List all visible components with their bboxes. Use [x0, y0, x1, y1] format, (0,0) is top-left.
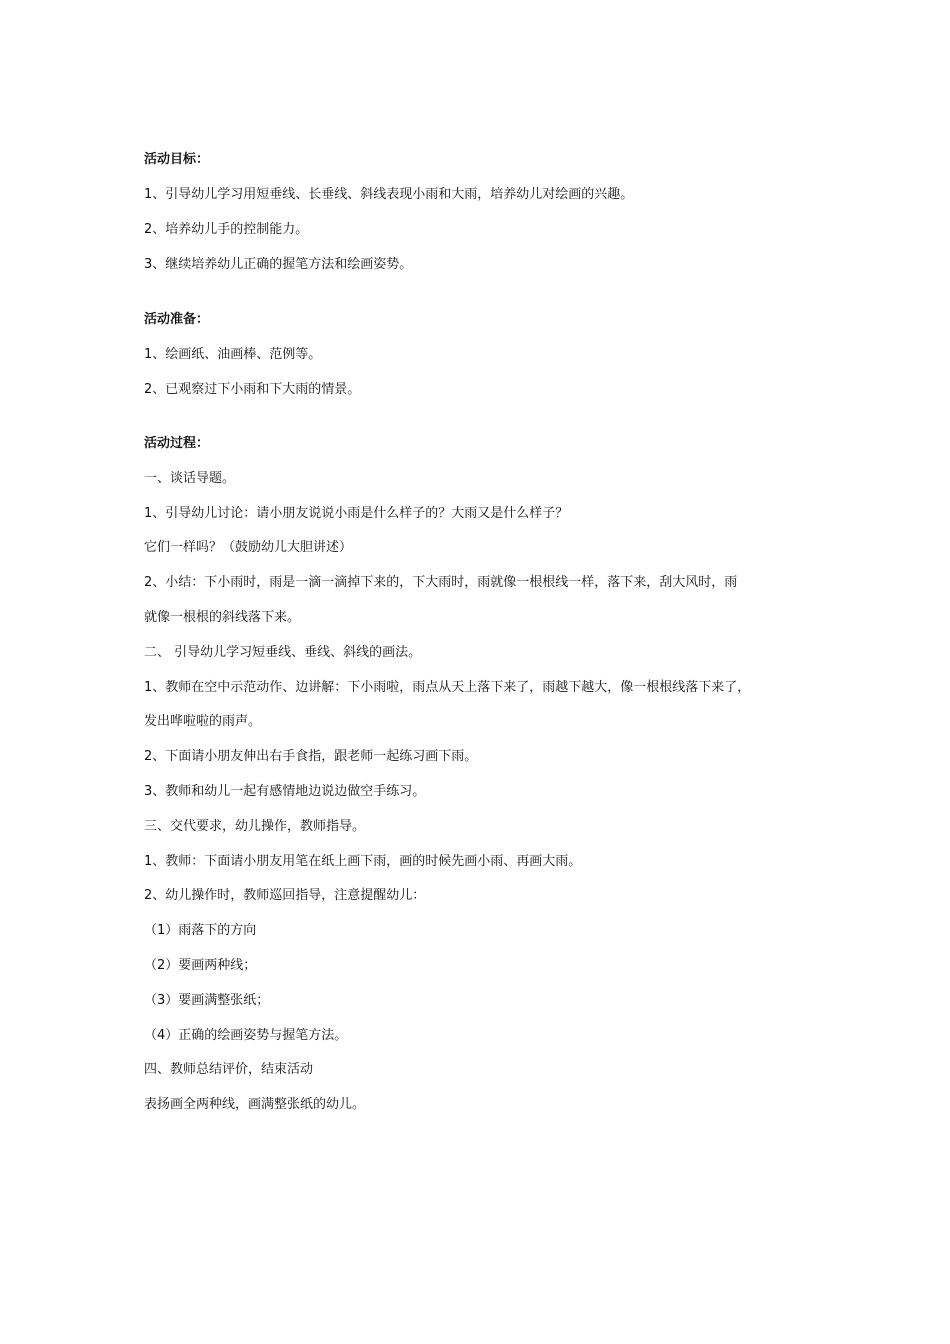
process-line: 1、教师在空中示范动作、边讲解：下小雨啦，雨点从天上落下来了，雨越下越大，像一根根线落下来了，	[144, 680, 751, 695]
preparation-heading: 活动准备：	[144, 312, 210, 327]
process-line: （2）要画两种线；	[144, 958, 257, 973]
process-line: 1、引导幼儿讨论：请小朋友说说小雨是什么样子的？大雨又是什么样子？	[144, 506, 569, 521]
process-line: 一、谈话导题。	[144, 471, 236, 486]
preparation-item: 1、绘画纸、油画棒、范例等。	[144, 347, 322, 362]
goals-heading: 活动目标：	[144, 152, 210, 167]
process-line: 就像一根根的斜线落下来。	[144, 610, 301, 625]
process-line: 它们一样吗？（鼓励幼儿大胆讲述）	[144, 540, 353, 555]
preparation-item: 2、已观察过下小雨和下大雨的情景。	[144, 382, 361, 397]
process-line: 2、下面请小朋友伸出右手食指，跟老师一起练习画下雨。	[144, 749, 478, 764]
process-line: 1、教师：下面请小朋友用笔在纸上画下雨，画的时候先画小雨、再画大雨。	[144, 854, 582, 869]
process-line: 表扬画全两种线，画满整张纸的幼儿。	[144, 1097, 366, 1112]
process-line: 3、教师和幼儿一起有感情地边说边做空手练习。	[144, 784, 426, 799]
process-line: 二、 引导幼儿学习短垂线、垂线、斜线的画法。	[144, 645, 422, 660]
goals-item: 3、继续培养幼儿正确的握笔方法和绘画姿势。	[144, 257, 413, 272]
goals-item: 1、引导幼儿学习用短垂线、长垂线、斜线表现小雨和大雨，培养幼儿对绘画的兴趣。	[144, 187, 634, 202]
process-line: （3）要画满整张纸；	[144, 993, 270, 1008]
process-line: 发出哗啦啦的雨声。	[144, 714, 262, 729]
process-heading: 活动过程：	[144, 436, 210, 451]
process-line: （4）正确的绘画姿势与握笔方法。	[144, 1028, 348, 1043]
process-line: 2、小结：下小雨时，雨是一滴一滴掉下来的，下大雨时，雨就像一根根线一样，落下来，刮大风时，雨	[144, 575, 738, 590]
process-line: 2、幼儿操作时，教师巡回指导，注意提醒幼儿：	[144, 888, 426, 903]
process-line: （1）雨落下的方向	[144, 923, 257, 938]
process-line: 四、教师总结评价，结束活动	[144, 1062, 314, 1077]
goals-item: 2、培养幼儿手的控制能力。	[144, 222, 309, 237]
process-line: 三、交代要求，幼儿操作，教师指导。	[144, 819, 366, 834]
